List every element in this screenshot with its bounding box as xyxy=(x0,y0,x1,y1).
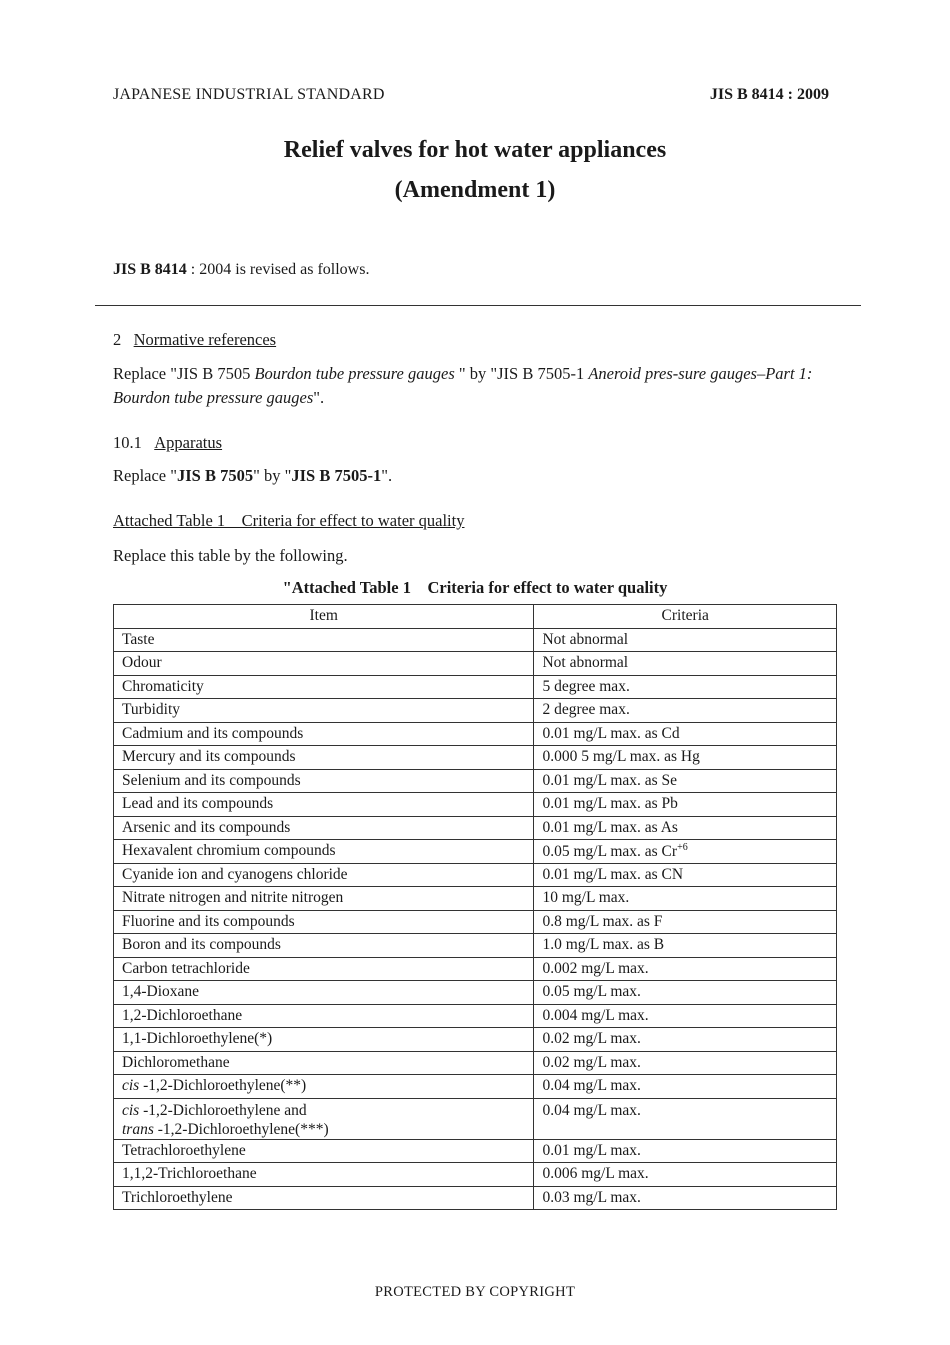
table-row xyxy=(114,840,837,864)
text-run: Carbon tetrachloride xyxy=(122,959,250,977)
text-run: 0.01 mg/L max. as Pb xyxy=(542,795,678,813)
table-row xyxy=(114,816,837,840)
revision-text: : 2004 is revised as follows. xyxy=(186,261,370,278)
text-run-bold: JIS B 7505-1 xyxy=(291,466,382,485)
text-run: Hexavalent chromium compounds xyxy=(122,842,336,860)
table-row xyxy=(114,769,837,793)
table-row xyxy=(114,957,837,981)
text-run: Dichloromethane xyxy=(122,1053,230,1071)
text-run-italic: Aneroid pres-sure gauges–Part 1: Bourdon tube pressure gauges xyxy=(113,364,813,407)
column-header-criteria: Criteria xyxy=(534,605,837,629)
text-run: 0.01 mg/L max. xyxy=(542,1141,641,1159)
table-row xyxy=(114,699,837,723)
table-row xyxy=(114,628,837,652)
table-row xyxy=(114,981,837,1005)
text-run: 0.002 mg/L max. xyxy=(542,959,649,977)
cell-criteria xyxy=(534,699,837,723)
cell-item xyxy=(114,793,534,817)
cell-item xyxy=(114,1028,534,1052)
text-run: 5 degree max. xyxy=(542,677,630,695)
cell-criteria xyxy=(534,793,837,817)
table-row xyxy=(114,746,837,770)
section-number: 10.1 xyxy=(113,433,142,452)
section-2-heading xyxy=(113,330,276,350)
text-run: 0.02 mg/L max. xyxy=(542,1053,641,1071)
cell-item xyxy=(114,863,534,887)
text-run: Replace " xyxy=(113,466,177,485)
cell-item xyxy=(114,981,534,1005)
text-run: Taste xyxy=(122,630,155,648)
text-run-italic: cis xyxy=(122,1101,140,1119)
text-run: -1,2-Dichloroethylene(***) xyxy=(153,1120,329,1138)
cell-item xyxy=(114,957,534,981)
cell-criteria xyxy=(534,746,837,770)
text-run: 10 mg/L max. xyxy=(542,889,630,907)
text-run: Selenium and its compounds xyxy=(122,771,301,789)
text-run: Mercury and its compounds xyxy=(122,748,296,766)
table-row xyxy=(114,1186,837,1210)
cell-criteria xyxy=(534,1098,837,1139)
table-row xyxy=(114,793,837,817)
text-run: Replace "JIS B 7505 xyxy=(113,364,255,383)
page-subtitle: (Amendment 1) xyxy=(394,177,556,203)
text-run: 0.02 mg/L max. xyxy=(542,1030,641,1048)
cell-criteria xyxy=(534,1163,837,1187)
text-run: 0.004 mg/L max. xyxy=(542,1006,649,1024)
text-run: Trichloroethylene xyxy=(122,1188,233,1206)
text-run: 1,4-Dioxane xyxy=(122,983,200,1001)
cell-item xyxy=(114,887,534,911)
text-run: 0.8 mg/L max. as F xyxy=(542,912,663,930)
table-row xyxy=(114,652,837,676)
text-run-italic: cis xyxy=(122,1077,140,1095)
text-run: -1,2-Dichloroethylene and xyxy=(139,1101,307,1119)
cell-item xyxy=(114,699,534,723)
replace-instruction: Replace this table by the following. xyxy=(113,546,348,565)
text-run: 0.05 mg/L max. as Cr xyxy=(542,842,678,860)
text-run: Tetrachloroethylene xyxy=(122,1141,246,1159)
section-title: Apparatus xyxy=(154,433,223,452)
section-2-paragraph xyxy=(113,362,843,410)
header-standard-name: JAPANESE INDUSTRIAL STANDARD xyxy=(113,86,385,103)
table-body xyxy=(114,628,837,1210)
text-run: 0.03 mg/L max. xyxy=(542,1188,641,1206)
cell-criteria xyxy=(534,628,837,652)
text-run: Lead and its compounds xyxy=(122,795,274,813)
table-row xyxy=(114,863,837,887)
text-run: 0.006 mg/L max. xyxy=(542,1165,649,1183)
text-run-italic: trans xyxy=(122,1120,154,1138)
table-row xyxy=(114,1139,837,1163)
cell-item xyxy=(114,722,534,746)
cell-item xyxy=(114,910,534,934)
text-run: Cyanide ion and cyanogens chloride xyxy=(122,865,348,883)
text-run: 0.01 mg/L max. as As xyxy=(542,818,678,836)
text-run: 0.01 mg/L max. as CN xyxy=(542,865,684,883)
cell-item xyxy=(114,1004,534,1028)
cell-criteria xyxy=(534,934,837,958)
text-run: Cadmium and its compounds xyxy=(122,724,304,742)
superscript: +6 xyxy=(677,841,688,853)
text-run: Turbidity xyxy=(122,701,181,719)
text-run: -1,2-Dichloroethylene(**) xyxy=(139,1077,307,1095)
column-header-item: Item xyxy=(114,605,534,629)
table-row xyxy=(114,722,837,746)
cell-criteria xyxy=(534,887,837,911)
text-run: ". xyxy=(313,388,325,407)
revision-note xyxy=(113,261,369,279)
table-row xyxy=(114,675,837,699)
cell-item xyxy=(114,675,534,699)
cell-criteria xyxy=(534,863,837,887)
cell-criteria xyxy=(534,840,837,864)
cell-criteria xyxy=(534,769,837,793)
cell-criteria xyxy=(534,1075,837,1099)
section-10-1-heading xyxy=(113,433,222,453)
cell-criteria xyxy=(534,652,837,676)
cell-item xyxy=(114,840,534,864)
cell-criteria xyxy=(534,1186,837,1210)
cell-criteria xyxy=(534,1004,837,1028)
table-row xyxy=(114,1051,837,1075)
text-run: Fluorine and its compounds xyxy=(122,912,295,930)
text-run: 0.04 mg/L max. xyxy=(542,1101,641,1119)
table-row xyxy=(114,1163,837,1187)
section-number: 2 xyxy=(113,330,122,349)
cell-item xyxy=(114,1139,534,1163)
text-run: 0.000 5 mg/L max. as Hg xyxy=(542,748,700,766)
cell-criteria xyxy=(534,1051,837,1075)
text-run: 1,2-Dichloroethane xyxy=(122,1006,243,1024)
cell-item xyxy=(114,628,534,652)
cell-criteria xyxy=(534,981,837,1005)
text-run: 0.04 mg/L max. xyxy=(542,1077,641,1095)
text-run: " by " xyxy=(253,466,292,485)
divider xyxy=(95,305,861,306)
cell-item xyxy=(114,1163,534,1187)
table-header-row xyxy=(114,605,837,629)
text-run: 1,1,2-Trichloroethane xyxy=(122,1165,257,1183)
cell-item xyxy=(114,769,534,793)
cell-criteria xyxy=(534,910,837,934)
cell-item xyxy=(114,652,534,676)
text-run: Chromaticity xyxy=(122,677,204,695)
text-run-italic: Bourdon tube pressure gauges xyxy=(254,364,455,383)
text-run: Not abnormal xyxy=(542,630,629,648)
text-run: Boron and its compounds xyxy=(122,936,281,954)
cell-item xyxy=(114,1098,534,1139)
table-row xyxy=(114,1098,837,1139)
revision-code: JIS B 8414 xyxy=(113,261,187,278)
criteria-table xyxy=(113,604,837,1210)
text-run: 0.01 mg/L max. as Cd xyxy=(542,724,680,742)
text-run: Arsenic and its compounds xyxy=(122,818,291,836)
table-caption: "Attached Table 1 Criteria for effect to water quality xyxy=(282,578,668,597)
cell-criteria xyxy=(534,675,837,699)
cell-criteria xyxy=(534,816,837,840)
cell-criteria xyxy=(534,1139,837,1163)
text-run: 1,1-Dichloroethylene(*) xyxy=(122,1030,273,1048)
attached-table-heading: Attached Table 1 Criteria for effect to water quality xyxy=(113,511,465,530)
table-row xyxy=(114,934,837,958)
text-run: ". xyxy=(381,466,393,485)
copyright-footer: PROTECTED BY COPYRIGHT xyxy=(374,1284,576,1300)
table-row xyxy=(114,887,837,911)
text-run: 0.01 mg/L max. as Se xyxy=(542,771,678,789)
section-10-1-paragraph xyxy=(113,464,843,488)
cell-item xyxy=(114,1075,534,1099)
text-run: Not abnormal xyxy=(542,654,629,672)
text-run: 2 degree max. xyxy=(542,701,630,719)
text-run: Odour xyxy=(122,654,162,672)
text-run: 0.05 mg/L max. xyxy=(542,983,641,1001)
cell-item xyxy=(114,1186,534,1210)
table-row xyxy=(114,910,837,934)
text-run: " by "JIS B 7505-1 xyxy=(454,364,589,383)
cell-criteria xyxy=(534,722,837,746)
cell-item xyxy=(114,816,534,840)
table-row xyxy=(114,1075,837,1099)
text-run-bold: JIS B 7505 xyxy=(177,466,254,485)
cell-item xyxy=(114,1051,534,1075)
cell-criteria xyxy=(534,1028,837,1052)
header-standard-code: JIS B 8414 : 2009 xyxy=(709,86,829,103)
cell-criteria xyxy=(534,957,837,981)
page-title: Relief valves for hot water appliances xyxy=(283,137,667,163)
table-row xyxy=(114,1004,837,1028)
cell-item xyxy=(114,746,534,770)
table-row xyxy=(114,1028,837,1052)
cell-item xyxy=(114,934,534,958)
section-title: Normative references xyxy=(133,330,277,349)
text-run: 1.0 mg/L max. as B xyxy=(542,936,665,954)
text-run: Nitrate nitrogen and nitrite nitrogen xyxy=(122,889,344,907)
